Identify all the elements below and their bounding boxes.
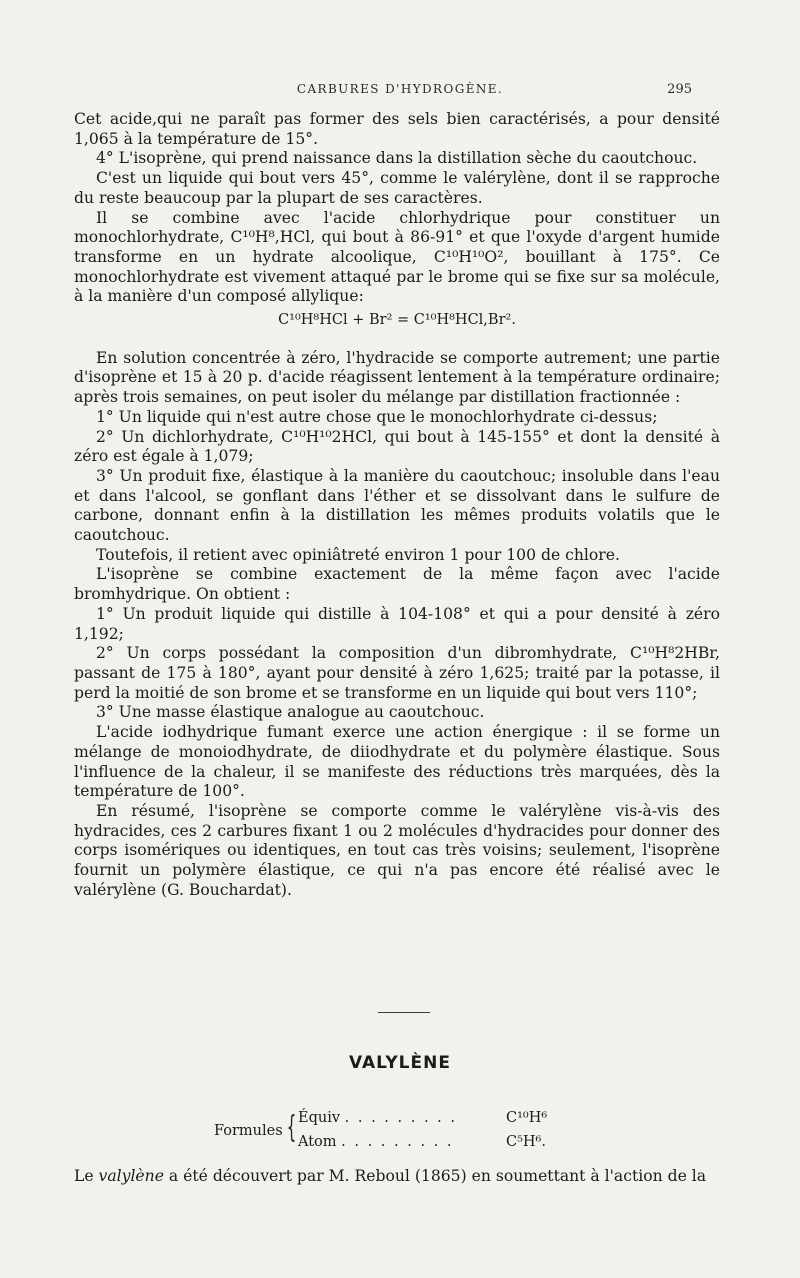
brace-icon: {: [286, 1110, 297, 1145]
paragraph-isoprene-intro: 4° L'isoprène, qui prend naissance dans la distillation sèche du caoutchouc.: [96, 149, 698, 168]
last-line-rest: a été découvert par M. Reboul (1865) en soumettant à l'action de la: [163, 1167, 707, 1185]
list-item-3: 3° Un produit fixe, élastique à la manière du caoutchouc; insoluble dans l'eau et dans l'alcool, se gonflant dans l'éther et se dissolvant dans le sulfure de carbone, donnant enfin à la distillation les mêmes produits volatils que le caoutchouc.: [74, 466, 720, 545]
formulas-block: [214, 1107, 714, 1167]
page-number: 295: [667, 82, 692, 97]
list-item-bromo-2: 2° Un corps possédant la composition d'un dibromhydrate, C¹⁰H⁸2HBr, passant de 175 à 180°, ayant pour densité à zéro 1,625; traité par la potasse, il perd la moitié de son brome et se transforme en un liquide qui bout vers 110°;: [74, 644, 720, 702]
formula-dots: . . . . . . . . .: [344, 1110, 458, 1126]
last-line: [74, 1167, 720, 1185]
formula-row: [298, 1110, 698, 1126]
spacer: [74, 337, 720, 349]
formula-row: [298, 1134, 698, 1150]
body-text: [74, 110, 720, 900]
section-title: VALYLÈNE: [349, 1053, 451, 1073]
last-line-start: Le: [74, 1167, 99, 1185]
list-item-bromo-1: 1° Un produit liquide qui distille à 104-108° et qui a pour densité à zéro 1,192;: [74, 604, 720, 643]
paragraph-hydrochloric: Il se combine avec l'acide chlorhydrique pour constituer un monochlorhydrate, C¹⁰H⁸,HCl, qui bout à 86-91° et que l'oxyde d'argent humide transforme en un hydrate alcoolique, C¹⁰H¹⁰O², bouillant à 175°. Ce monochlorhydrate est vivement attaqué par le brome qui se fixe sur sa molécule, à la manière d'un composé allylique:: [74, 208, 720, 306]
formulas-label: Formules: [214, 1123, 283, 1139]
formula-name: Atom: [298, 1134, 337, 1150]
paragraph-hydrobromic: L'isoprène se combine exactement de la même façon avec l'acide bromhydrique. On obtient :: [74, 565, 720, 604]
list-item-bromo-3: 3° Une masse élastique analogue au caoutchouc.: [96, 703, 485, 722]
list-item-1: 1° Un liquide qui n'est autre chose que le monochlorhydrate ci-dessus;: [96, 407, 658, 426]
paragraph-hydroiodic: L'acide iodhydrique fumant exerce une action énergique : il se forme un mélange de monoiodhydrate, de diiodhydrate et du polymère élastique. Sous l'influence de la chaleur, il se manifeste des réductions très marquées, dès la température de 100°.: [74, 723, 720, 801]
formula-dots: . . . . . . . . .: [341, 1134, 454, 1150]
list-item-2: 2° Un dichlorhydrate, C¹⁰H¹⁰2HCl, qui bout à 145-155° et dont la densité à zéro est égale à 1,079;: [74, 427, 720, 466]
paragraph-summary: En résumé, l'isoprène se comporte comme le valérylène vis-à-vis des hydracides, ces 2 carbures fixant 1 ou 2 molécules d'hydracides pour donner des corps isomériques ou identiques, en tout cas très voisins; seulement, l'isoprène fournit un polymère élastique, ce qui n'a pas encore été réalisé avec le valérylène (G. Bouchardat).: [74, 801, 720, 899]
equation: C¹⁰H⁸HCl + Br² = C¹⁰H⁸HCl,Br².: [278, 312, 516, 329]
paragraph-acid-density: Cet acide,qui ne paraît pas former des sels bien caractérisés, a pour densité 1,065 à la température de 15°.: [74, 110, 720, 148]
formula-name: Équiv: [298, 1110, 341, 1126]
paragraph-concentrated-solution: En solution concentrée à zéro, l'hydracide se comporte autrement; une partie d'isoprène et 15 à 20 p. d'acide réagissent lentement à la température ordinaire; après trois semaines, on peut isoler du mélange par distillation fractionnée :: [74, 348, 720, 407]
paragraph-chlorine: Toutefois, il retient avec opiniâtreté environ 1 pour 100 de chlore.: [96, 545, 620, 564]
valylene-term: valylène: [98, 1167, 164, 1185]
page-header: [0, 80, 800, 102]
section-divider: [378, 1012, 430, 1013]
paragraph-isoprene-boiling: C'est un liquide qui bout vers 45°, comme le valérylène, dont il se rapproche du reste beaucoup par la plupart de ses caractères.: [74, 169, 720, 207]
running-title: CARBURES D'HYDROGÈNE.: [296, 82, 504, 96]
formula-value: C¹⁰H⁶: [506, 1110, 548, 1126]
formula-value: C⁵H⁶.: [506, 1134, 546, 1150]
